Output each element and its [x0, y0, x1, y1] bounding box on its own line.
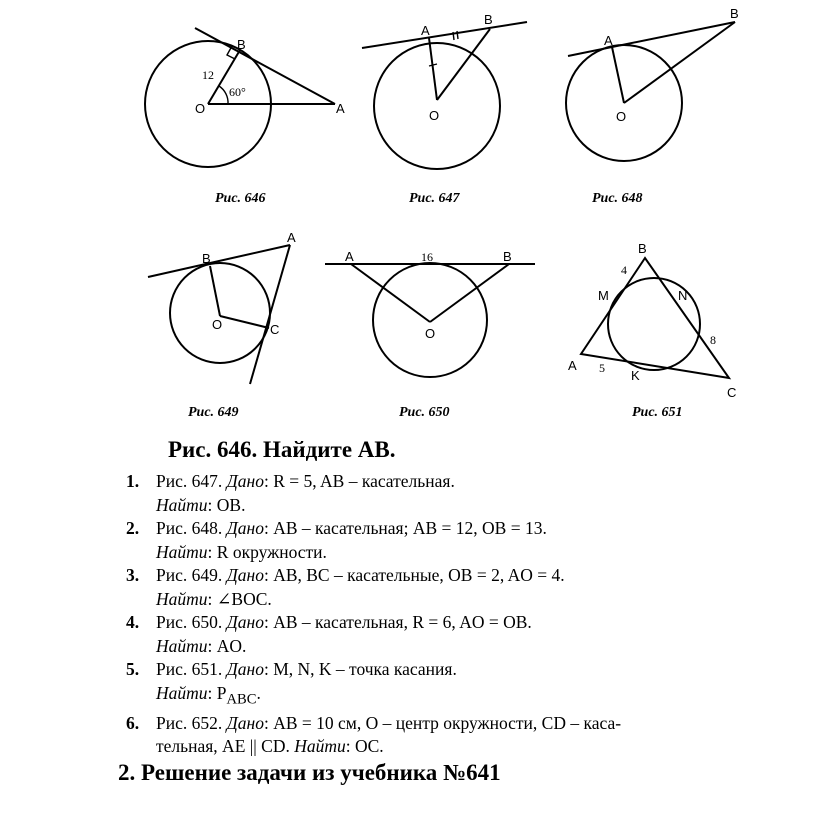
task-given-label: Дано [226, 712, 264, 733]
task-find-label: Найти [156, 635, 208, 656]
task-given-label: Дано [226, 612, 264, 632]
caption-649: Рис. 649 [188, 405, 239, 420]
f648-label-A: A [604, 33, 613, 48]
caption-647: Рис. 647 [409, 191, 460, 206]
task-number: 5. [126, 659, 140, 679]
task-given-label: Дано [226, 659, 264, 679]
task-find-end: . [256, 682, 261, 703]
task-given: : R = 5, AB – касательная. [263, 471, 455, 491]
task-find: : P [207, 682, 227, 703]
task-item [126, 611, 786, 658]
f648-label-B: B [730, 6, 739, 21]
task-number: 6. [126, 712, 140, 733]
f651-len-8: 8 [710, 333, 716, 347]
task-given: : AB, BC – касательные, OB = 2, AO = 4. [263, 565, 565, 585]
task-figure-ref: Рис. 650. [156, 612, 223, 632]
task-find-label: Найти [156, 494, 208, 515]
f646-angle-60: 60° [229, 85, 246, 99]
f646-label-B: B [237, 37, 246, 52]
task-number: 4. [126, 612, 140, 632]
f649-label-A: A [287, 230, 296, 245]
task-given-label: Дано [226, 471, 264, 491]
task-find: : OC. [345, 736, 384, 756]
task-find-label: Найти [156, 682, 208, 703]
task-item [126, 712, 786, 759]
task-find: : R окружности. [207, 541, 327, 562]
task-figure-ref: Рис. 651. [156, 659, 223, 679]
f647-label-A: A [421, 23, 430, 38]
task-item [126, 517, 786, 564]
figure-651 [581, 258, 729, 378]
f650-label-A: A [345, 249, 354, 264]
task-number: 1. [126, 471, 140, 491]
task-figure-ref: Рис. 649. [156, 565, 223, 585]
task-find: : AO. [207, 635, 247, 656]
caption-650: Рис. 650 [399, 405, 450, 420]
task-find-subscript: ABC [226, 691, 257, 707]
task-figure-ref: Рис. 652. [156, 712, 223, 733]
task-item [126, 470, 786, 517]
task-heading: Рис. 646. Найдите АВ. [168, 437, 396, 462]
f646-side-12: 12 [202, 68, 214, 82]
task-find-label: Найти [156, 588, 208, 609]
task-given: : AB – касательная, R = 6, AO = OB. [263, 612, 532, 632]
f650-label-O: O [425, 326, 436, 341]
f646-label-A: A [336, 101, 345, 116]
task-find: : ∠BOC. [207, 588, 272, 609]
figure-647 [362, 22, 527, 169]
task-given-label: Дано [226, 518, 264, 538]
f649-label-O: O [212, 317, 223, 332]
f648-label-O: O [616, 109, 627, 124]
f650-label-B: B [503, 249, 512, 264]
task-given-cont: тельная, AE || CD. [156, 736, 295, 756]
caption-648: Рис. 648 [592, 191, 643, 206]
f651-label-C: C [727, 385, 737, 400]
task-number: 2. [126, 518, 140, 538]
f651-len-5: 5 [599, 361, 605, 375]
caption-651: Рис. 651 [632, 405, 683, 420]
f647-label-B: B [484, 12, 493, 27]
f647-label-O: O [429, 108, 440, 123]
task-list [126, 470, 786, 759]
f651-label-N: N [678, 288, 688, 303]
f649-label-B: B [202, 251, 211, 266]
figure-650 [325, 263, 535, 377]
task-figure-ref: Рис. 647. [156, 471, 223, 491]
task-find-label: Найти [156, 541, 208, 562]
f651-label-K: K [631, 368, 640, 383]
f651-len-4: 4 [621, 263, 627, 277]
f651-label-M: M [598, 288, 609, 303]
caption-646: Рис. 646 [215, 191, 266, 206]
task-given-label: Дано [226, 565, 264, 585]
task-find-label: Найти [294, 736, 346, 756]
task-item [126, 564, 786, 611]
f646-label-O: O [195, 101, 206, 116]
figure-648 [566, 22, 735, 161]
f651-label-B: B [638, 241, 647, 256]
section-title: 2. Решение задачи из учебника №641 [118, 760, 501, 785]
task-given: : AB = 10 см, O – центр окружности, CD – каса- [263, 712, 622, 733]
f649-label-C: C [270, 322, 280, 337]
task-find: : OB. [207, 494, 246, 515]
task-given: : AB – касательная; AB = 12, OB = 13. [263, 518, 547, 538]
task-figure-ref: Рис. 648. [156, 518, 223, 538]
task-given: : M, N, K – точка касания. [263, 659, 457, 679]
f650-len-16: 16 [421, 250, 433, 264]
figure-649 [148, 245, 290, 384]
task-number: 3. [126, 565, 140, 585]
f651-label-A: A [568, 358, 577, 373]
task-item [126, 658, 786, 712]
